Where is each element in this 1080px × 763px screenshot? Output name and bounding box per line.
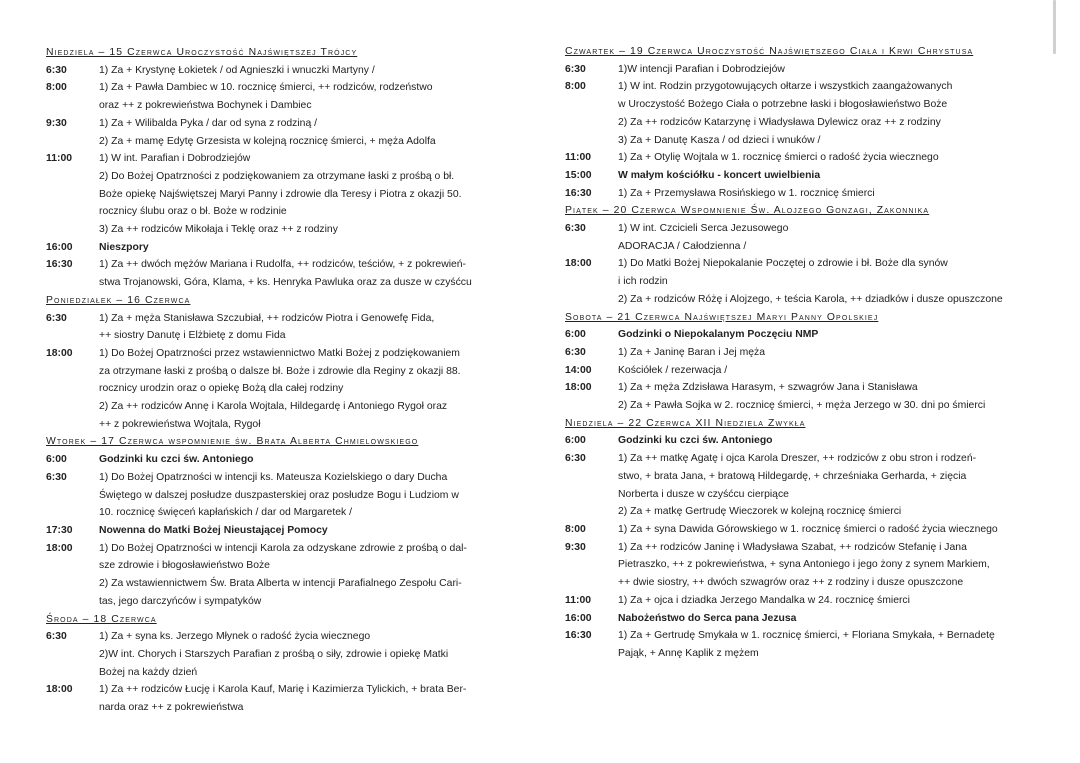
intention-line: 1) W int. Parafian i Dobrodziejów xyxy=(99,153,251,165)
mass-time: 8:00 xyxy=(46,82,67,94)
mass-time: 6:30 xyxy=(565,63,586,75)
day-section xyxy=(46,611,521,717)
mass-entry xyxy=(565,450,1055,521)
mass-entry xyxy=(46,239,521,257)
intention-line: 2) Za + rodziców Różę i Alojzego, + teścia Karola, ++ dziadków i dusze opuszczone xyxy=(618,293,1003,305)
mass-entry xyxy=(46,540,521,611)
day-heading: Wtorek – 17 Czerwca wspomnienie św. Brata Alberta Chmielowskiego xyxy=(46,436,419,448)
intention-line: 1) Za ++ matkę Agatę i ojca Karola Dreszer, ++ rodziców z obu stron i rodzeń- xyxy=(618,453,977,465)
intention-line: 1) Za + Pawła Dambiec w 10. rocznicę śmierci, ++ rodziców, rodzeństwo xyxy=(99,82,433,94)
mass-time: 18:00 xyxy=(565,258,592,270)
intention-line: stwo, + brata Jana, + bratową Hildegardę, + chrześniaka Gerharda, + zięcia xyxy=(618,470,967,482)
mass-entry xyxy=(565,149,1055,167)
intention-line: 1) Do Bożej Opatrzności w intencji Karola za odzyskane zdrowie z prośbą o dal- xyxy=(99,542,467,554)
intention-line: 1) Za + Janinę Baran i Jej męża xyxy=(618,346,765,358)
intention-line: 1) W int. Czcicieli Serca Jezusowego xyxy=(618,223,789,235)
intention-line: tas, jego darczyńców i sympatyków xyxy=(99,595,262,607)
mass-entry xyxy=(46,681,521,716)
mass-time: 6:00 xyxy=(565,329,586,341)
mass-time: 6:30 xyxy=(565,346,586,358)
mass-entry xyxy=(565,167,1055,185)
day-heading: Sobota – 21 Czerwca Najświętszej Maryi Panny Opolskiej xyxy=(565,311,879,323)
intention-line: rocznicy ślubu oraz o bł. Boże w rodzinie xyxy=(99,206,287,218)
intention-line: Pietraszko, ++ z pokrewieństwa, + syna Antoniego i jego żony z synem Markiem, xyxy=(618,559,990,571)
mass-intentions xyxy=(99,522,521,540)
mass-entry xyxy=(565,592,1055,610)
day-heading: Czwartek – 19 Czerwca Uroczystość Najświętszego Ciała i Krwi Chrystusa xyxy=(565,46,974,57)
mass-entry xyxy=(46,256,521,291)
mass-intentions xyxy=(618,255,1055,308)
intention-line: ADORACJA / Całodzienna / xyxy=(618,240,747,252)
mass-time: 6:30 xyxy=(46,631,67,643)
mass-intentions xyxy=(99,469,521,522)
mass-time: 11:00 xyxy=(565,594,592,606)
mass-time: 6:30 xyxy=(565,223,586,235)
intention-line: 2) Do Bożej Opatrzności z podziękowaniem za otrzymane łaski z prośbą o bł. xyxy=(99,170,455,182)
mass-intentions xyxy=(99,62,521,80)
intention-line: Boże opiekę Najświętszej Maryi Panny i zdrowie dla Teresy i Piotra z okazji 50. xyxy=(99,188,462,200)
mass-intentions xyxy=(618,450,1055,521)
intention-line: 2) Za ++ rodziców Katarzynę i Władysława Dylewicz oraz ++ z rodziny xyxy=(618,116,941,128)
mass-entry xyxy=(565,539,1055,592)
intention-line: 1)W intencji Parafian i Dobrodziejów xyxy=(618,63,785,75)
mass-intentions xyxy=(99,540,521,611)
intention-line: oraz ++ z pokrewieństwa Bochynek i Dambiec xyxy=(99,100,312,112)
intention-line: stwa Trojanowski, Góra, Klama, + ks. Henryka Pawluka oraz za dusze w czyśćcu xyxy=(99,277,472,289)
intention-line: Kościółek / rezerwacja / xyxy=(618,364,728,376)
mass-time: 17:30 xyxy=(46,524,73,536)
intention-line: narda oraz ++ z pokrewieństwa xyxy=(99,702,244,714)
day-section xyxy=(46,44,521,292)
mass-entry xyxy=(565,344,1055,362)
mass-time: 15:00 xyxy=(565,169,592,181)
intention-line: 1) Do Bożej Opatrzności przez wstawiennictwo Matki Bożej z podziękowaniem xyxy=(99,347,460,359)
intention-line: 2) Za + Pawła Sojka w 2. rocznicę śmierci, + męża Jerzego w 30. dni po śmierci xyxy=(618,400,986,412)
day-heading: Środa – 18 Czerwca xyxy=(46,613,157,625)
mass-time: 16:00 xyxy=(46,241,73,253)
intention-line: w Uroczystość Bożego Ciała o potrzebne łaski i błogosławieństwo Boże xyxy=(618,99,948,111)
day-section xyxy=(565,43,1055,202)
mass-time: 6:00 xyxy=(565,435,586,447)
intention-line: 1) Za + męża Zdzisława Harasym, + szwagrów Jana i Stanisława xyxy=(618,382,918,394)
day-heading: Niedziela – 22 Czerwca XII Niedziela Zwykła xyxy=(565,417,806,429)
mass-intentions xyxy=(618,432,1055,450)
intention-line: 1) Za + Otylię Wojtala w 1. rocznicę śmierci o radość życia wiecznego xyxy=(618,152,939,164)
right-column xyxy=(565,43,1055,663)
intention-line: Godzinki o Niepokalanym Poczęciu NMP xyxy=(618,329,819,341)
day-section xyxy=(565,202,1055,308)
intention-line: 1) Do Matki Bożej Niepokalanie Poczętej o zdrowie i bł. Boże dla synów xyxy=(618,258,948,270)
intention-line: 1) W int. Rodzin przygotowujących ołtarze i wszystkich zaangażowanych xyxy=(618,81,953,93)
intention-line: 2) Za + matkę Gertrudę Wieczorek w kolejną rocznicę śmierci xyxy=(618,506,902,518)
mass-intentions xyxy=(99,239,521,257)
mass-time: 11:00 xyxy=(565,152,592,164)
mass-time: 6:30 xyxy=(46,312,67,324)
mass-entry xyxy=(565,61,1055,79)
mass-time: 6:30 xyxy=(46,64,67,76)
mass-time: 9:30 xyxy=(46,117,67,129)
mass-entry xyxy=(565,610,1055,628)
mass-intentions xyxy=(618,61,1055,79)
mass-intentions xyxy=(618,362,1055,380)
intention-line: 2) Za ++ rodziców Annę i Karola Wojtala, Hildegardę i Antoniego Rygoł oraz xyxy=(99,401,448,413)
intention-line: Nowenna do Matki Bożej Nieustającej Pomocy xyxy=(99,524,328,536)
intention-line: 2) Za + mamę Edytę Grzesista w kolejną rocznicę śmierci, + męża Adolfa xyxy=(99,135,436,147)
intention-line: rocznicy urodzin oraz o opiekę Bożą dla całej rodziny xyxy=(99,383,344,395)
intention-line: 1) Za + Gertrudę Smykała w 1. rocznicę śmierci, + Floriana Smykała, + Bernadetę xyxy=(618,630,995,642)
intention-line: 10. rocznicę święceń kapłańskich / dar od Margaretek / xyxy=(99,507,352,519)
mass-intentions xyxy=(99,345,521,434)
intention-line: 2)W int. Chorych i Starszych Parafian z prośbą o siły, zdrowie i opiekę Matki xyxy=(99,648,449,660)
mass-entry xyxy=(46,62,521,80)
intention-line: ++ dwie siostry, ++ dwóch szwagrów oraz ++ z rodziny i dusze opuszczone xyxy=(618,577,964,589)
mass-entry xyxy=(46,310,521,345)
intention-line: Bożej na każdy dzień xyxy=(99,666,198,678)
intention-line: 1) Za + Przemysława Rosińskiego w 1. rocznicę śmierci xyxy=(618,187,875,199)
mass-entry xyxy=(46,628,521,681)
mass-time: 8:00 xyxy=(565,81,586,93)
mass-entry xyxy=(46,451,521,469)
mass-time: 18:00 xyxy=(46,542,73,554)
mass-intentions xyxy=(99,115,521,150)
intention-line: 1) Za + syna ks. Jerzego Młynek o radość życia wiecznego xyxy=(99,631,371,643)
mass-time: 9:30 xyxy=(565,541,586,553)
mass-time: 6:30 xyxy=(565,453,586,465)
intention-line: 1) Za + Krystynę Łokietek / od Agnieszki i wnuczki Martyny / xyxy=(99,64,375,76)
mass-intentions xyxy=(99,256,521,291)
mass-intentions xyxy=(99,681,521,716)
day-heading: Poniedziałek – 16 Czerwca xyxy=(46,294,191,306)
intention-line: Godzinki ku czci św. Antoniego xyxy=(618,435,773,447)
intention-line: 1) Za + ojca i dziadka Jerzego Mandalka w 24. rocznicę śmierci xyxy=(618,594,910,606)
mass-intentions xyxy=(618,220,1055,255)
intention-line: 1) Za ++ dwóch mężów Mariana i Rudolfa, ++ rodziców, teściów, + z pokrewień- xyxy=(99,259,467,271)
intention-line: W małym kościółku - koncert uwielbienia xyxy=(618,169,821,181)
mass-intentions xyxy=(618,610,1055,628)
mass-intentions xyxy=(618,167,1055,185)
mass-entry xyxy=(565,432,1055,450)
intention-line: Godzinki ku czci św. Antoniego xyxy=(99,454,254,466)
intention-line: Norberta i dusze w czyśćcu cierpiące xyxy=(618,488,789,500)
mass-entry xyxy=(46,522,521,540)
intention-line: ++ siostry Danutę i Elżbietę z domu Fida xyxy=(99,330,286,342)
intention-line: 1) Do Bożej Opatrzności w intencji ks. Mateusza Kozielskiego o dary Ducha xyxy=(99,471,448,483)
mass-time: 16:30 xyxy=(565,630,592,642)
mass-time: 18:00 xyxy=(46,684,73,696)
intention-line: Świętego w dalszej posłudze duszpasterskiej oraz posłudze Bogu i Ludziom w xyxy=(99,489,459,501)
mass-time: 16:30 xyxy=(565,187,592,199)
day-section xyxy=(46,292,521,434)
mass-intentions xyxy=(618,539,1055,592)
intention-line: 1) Za + męża Stanisława Szczubiał, ++ rodziców Piotra i Genowefę Fida, xyxy=(99,312,435,324)
intention-line: 1) Za + syna Dawida Górowskiego w 1. rocznicę śmierci o radość życia wiecznego xyxy=(618,523,998,535)
intention-line: Pająk, + Annę Kaplik z mężem xyxy=(618,647,759,659)
intention-line: Nieszpory xyxy=(99,241,149,253)
intention-line: 1) Za + Wilibalda Pyka / dar od syna z rodziną / xyxy=(99,117,318,129)
mass-entry xyxy=(565,255,1055,308)
mass-time: 18:00 xyxy=(565,382,592,394)
mass-intentions xyxy=(618,592,1055,610)
intention-line: i ich rodzin xyxy=(618,276,668,288)
mass-entry xyxy=(565,78,1055,149)
mass-intentions xyxy=(618,379,1055,414)
mass-time: 6:00 xyxy=(46,454,67,466)
mass-intentions xyxy=(618,344,1055,362)
mass-entry xyxy=(46,150,521,239)
day-section xyxy=(565,309,1055,415)
mass-intentions xyxy=(618,78,1055,149)
mass-entry xyxy=(565,326,1055,344)
mass-intentions xyxy=(99,628,521,681)
intention-line: 3) Za ++ rodziców Mikołaja i Teklę oraz ++ z rodziny xyxy=(99,224,338,236)
mass-time: 11:00 xyxy=(46,153,73,165)
mass-intentions xyxy=(618,149,1055,167)
mass-entry xyxy=(46,469,521,522)
intention-line: za otrzymane łaski z prośbą o dalsze bł. Boże i zdrowie dla Reginy z okazji 88. xyxy=(99,365,461,377)
day-heading: Niedziela – 15 Czerwca Uroczystość Najświętszej Trójcy xyxy=(46,47,358,58)
mass-intentions xyxy=(99,451,521,469)
mass-intentions xyxy=(618,185,1055,203)
intention-line: sze zdrowie i błogosławieństwo Boże xyxy=(99,560,270,572)
mass-time: 6:30 xyxy=(46,471,67,483)
mass-intentions xyxy=(99,79,521,114)
intention-line: 1) Za ++ rodziców Janinę i Władysława Szabat, ++ rodziców Stefanię i Jana xyxy=(618,541,967,553)
mass-entry xyxy=(565,379,1055,414)
day-section xyxy=(565,415,1055,663)
mass-time: 8:00 xyxy=(565,523,586,535)
mass-time: 16:00 xyxy=(565,612,592,624)
mass-time: 14:00 xyxy=(565,364,592,376)
intention-line: 1) Za ++ rodziców Łucję i Karola Kauf, Marię i Kazimierza Tylickich, + brata Ber- xyxy=(99,684,467,696)
mass-intentions xyxy=(618,627,1055,662)
left-column xyxy=(46,44,521,717)
mass-time: 16:30 xyxy=(46,259,73,271)
mass-entry xyxy=(565,627,1055,662)
intention-line: ++ z pokrewieństwa Wojtala, Rygoł xyxy=(99,418,261,430)
mass-intentions xyxy=(618,521,1055,539)
intention-line: 3) Za + Danutę Kasza / od dzieci i wnuków / xyxy=(618,134,821,146)
mass-entry xyxy=(565,521,1055,539)
mass-entry xyxy=(565,220,1055,255)
mass-intentions xyxy=(99,150,521,239)
mass-entry xyxy=(46,115,521,150)
intention-line: 2) Za wstawiennictwem Św. Brata Alberta w intencji Parafialnego Zespołu Cari- xyxy=(99,578,462,590)
day-heading: Piątek – 20 Czerwca Wspomnienie Św. Alojzego Gonzagi, Zakonnika xyxy=(565,205,930,217)
mass-time: 18:00 xyxy=(46,347,73,359)
mass-entry xyxy=(46,79,521,114)
mass-entry xyxy=(565,185,1055,203)
intention-line: Nabożeństwo do Serca pana Jezusa xyxy=(618,612,797,624)
mass-intentions xyxy=(99,310,521,345)
day-section xyxy=(46,433,521,610)
mass-intentions xyxy=(618,326,1055,344)
mass-entry xyxy=(46,345,521,434)
mass-entry xyxy=(565,362,1055,380)
